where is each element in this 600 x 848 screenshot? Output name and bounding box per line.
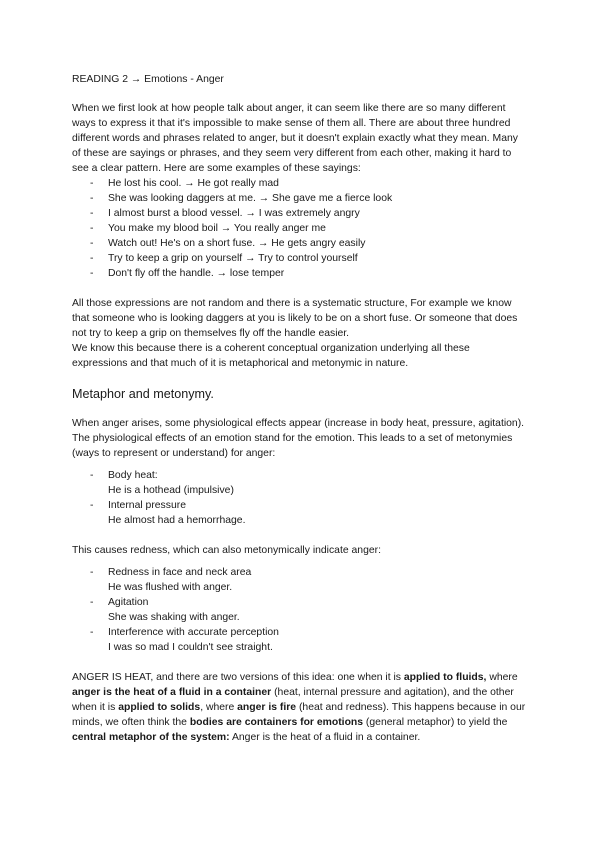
document-page [72, 72, 528, 745]
bold-phrase: anger is fire [237, 702, 297, 713]
redness-example: I was so mad I couldn't see straight. [108, 642, 273, 653]
intro-paragraph: When we first look at how people talk about anger, it can seem like there are so many different ways to express it that it's impossible to make sense of them all. There are about three hundred different words and phrases related to anger, but it doesn't explain exactly what they mean. Many of these are sayings or phrases, and they seem very different from each other, making it hard to see a clear pattern. Here are some examples of these sayings: [72, 103, 518, 174]
list-item: - He lost his cool. → He got really mad [72, 176, 528, 191]
list-item [72, 498, 528, 528]
bold-phrase: applied to solids [118, 702, 201, 713]
systematic-structure-paragraph: All those expressions are not random and there is a systematic structure, For example we know that someone who is looking daggers at you is likely to be on a short fuse. Or someone that does not try to keep a grip on themselves fly off the handle easier. [72, 298, 518, 339]
list-item: - You make my blood boil → You really anger me [72, 221, 528, 236]
list-item [72, 595, 528, 625]
list-item: - She was looking daggers at me. → She gave me a fierce look [72, 191, 528, 206]
anger-is-heat-paragraph: ANGER IS HEAT, and there are two versions of this idea: one when it is applied to fluids, where anger is the heat of a fluid in a container (heat, internal pressure and agitation), and the other when it is applied to solids, where anger is fire (heat and redness). This happens because in our minds, we often think the bodies are containers for emotions (general metaphor) to yield the central metaphor of the system: Anger is the heat of a fluid in a container. [72, 672, 526, 743]
sayings-list [72, 176, 528, 281]
bold-phrase: applied to fluids, [403, 672, 487, 683]
bold-phrase: anger is the heat of a fluid in a container [72, 687, 272, 698]
metonymy-label: - Internal pressure [108, 500, 186, 511]
bold-phrase: bodies are containers for emotions [189, 717, 364, 728]
redness-paragraph: This causes redness, which can also metonymically indicate anger: [72, 545, 381, 556]
list-item: - Try to keep a grip on yourself → Try to control yourself [72, 251, 528, 266]
redness-list [72, 565, 528, 655]
list-item [72, 468, 528, 498]
list-item: - Watch out! He's on a short fuse. → He gets angry easily [72, 236, 528, 251]
list-item [72, 625, 528, 655]
list-item [72, 565, 528, 595]
redness-label: - Interference with accurate perception [108, 627, 279, 638]
metonymy-label: - Body heat: [108, 470, 158, 481]
bold-phrase: central metaphor of the system: [72, 732, 230, 743]
metonymy-example: He almost had a hemorrhage. [108, 515, 246, 526]
document-title: READING 2 → Emotions - Anger [72, 74, 224, 85]
physiological-effects-paragraph: When anger arises, some physiological effects appear (increase in body heat, pressure, agitation). The physiological effects of an emotion stand for the emotion. This leads to a set of metonymies (ways to represent or understand) for anger: [72, 418, 525, 459]
redness-example: He was flushed with anger. [108, 582, 233, 593]
list-item: - Don't fly off the handle. → lose temper [72, 266, 528, 281]
section-heading: Metaphor and metonymy. [72, 387, 214, 401]
redness-label: - Redness in face and neck area [108, 567, 252, 578]
redness-example: She was shaking with anger. [108, 612, 240, 623]
coherent-organization-paragraph: We know this because there is a coherent conceptual organization underlying all these expressions and that much of it is metaphorical and metonymic in nature. [72, 343, 470, 369]
metonymies-list [72, 468, 528, 528]
metonymy-example: He is a hothead (impulsive) [108, 485, 234, 496]
redness-label: - Agitation [108, 597, 149, 608]
list-item: - I almost burst a blood vessel. → I was extremely angry [72, 206, 528, 221]
